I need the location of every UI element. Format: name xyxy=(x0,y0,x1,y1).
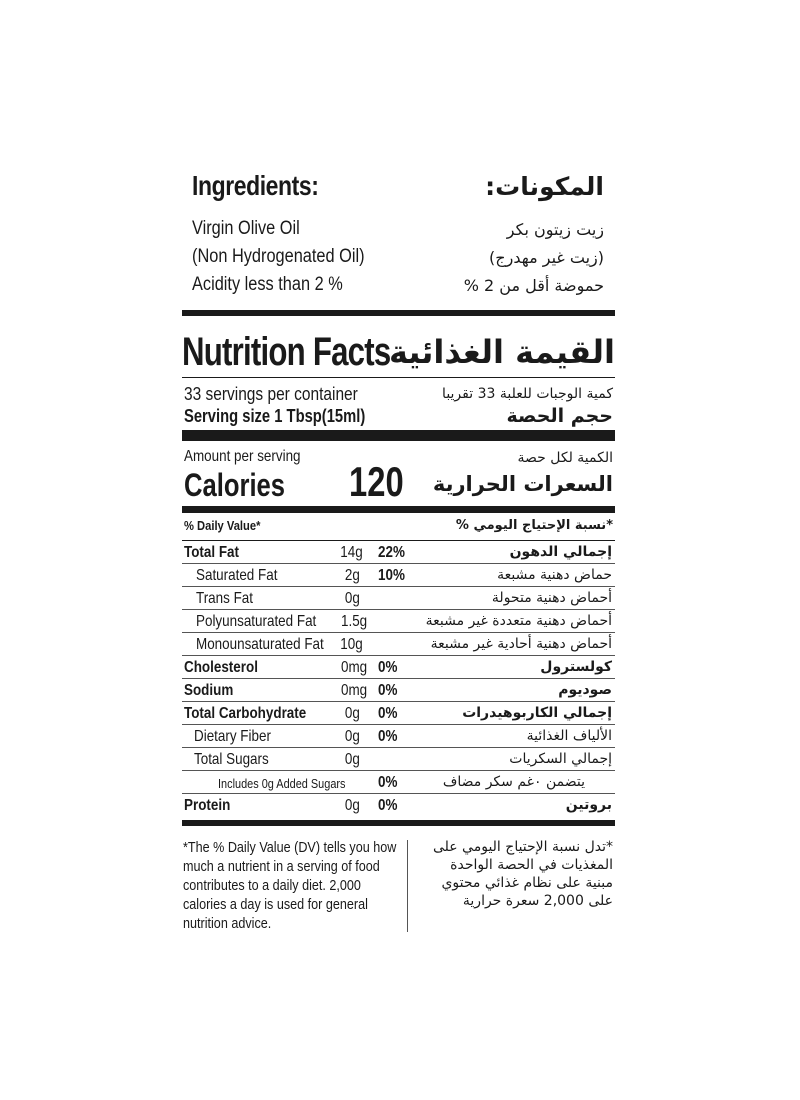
nutrient-name: Saturated Fat xyxy=(196,567,278,584)
nutrient-daily-value: 0% xyxy=(378,705,398,722)
nutrient-name: Protein xyxy=(184,797,231,814)
nutrient-amount: 0g xyxy=(345,751,360,768)
footnote-divider xyxy=(407,840,408,932)
nutrient-row-total-fat xyxy=(182,542,615,564)
ingredient-line-en: Virgin Olive Oil xyxy=(192,218,300,239)
ingredients-title-en: Ingredients: xyxy=(192,170,319,201)
nutrient-name-ar: إجمالي الدهون xyxy=(509,544,612,560)
ingredient-line-en: Acidity less than 2 % xyxy=(192,274,343,295)
nutrient-row-sodium xyxy=(182,680,615,702)
ingredient-line-ar: (زيت غير مهدرج) xyxy=(489,248,604,267)
divider-thick xyxy=(182,310,615,316)
nutrient-name-ar: إجمالي الكاربوهيدرات xyxy=(462,705,612,721)
nutrient-name: Cholesterol xyxy=(184,659,258,676)
nutrient-row-polyunsaturated-fat xyxy=(182,611,615,633)
divider-thin xyxy=(182,540,615,541)
nutrient-name-ar: صوديوم xyxy=(558,682,612,698)
ingredients-title-ar: المكونات: xyxy=(485,172,604,201)
nutrient-row-total-sugars xyxy=(182,749,615,771)
nutrient-name: Dietary Fiber xyxy=(194,728,271,745)
nutrient-name-ar: أحماض دهنية أحادية غير مشبعة xyxy=(430,636,612,652)
nutrient-name: Trans Fat xyxy=(196,590,254,607)
nutrient-amount: 10g xyxy=(340,636,363,653)
nutrient-name-ar: أحماض دهنية متعددة غير مشبعة xyxy=(425,613,612,629)
nutrition-title-en: Nutrition Facts xyxy=(182,330,391,374)
nutrient-row-dietary-fiber xyxy=(182,726,615,748)
nutrient-row-cholesterol xyxy=(182,657,615,679)
ingredient-line-ar: حموضة أقل من 2 % xyxy=(463,276,604,295)
divider-thin xyxy=(182,377,615,378)
nutrition-title-ar: القيمة الغذائية xyxy=(388,333,615,371)
nutrient-name: Total Fat xyxy=(184,544,240,561)
divider-thick xyxy=(182,820,615,826)
nutrient-daily-value: 22% xyxy=(378,544,405,561)
nutrient-daily-value: 0% xyxy=(378,797,398,814)
nutrient-name-ar: كولسترول xyxy=(540,659,612,675)
nutrient-name-ar: أحماض دهنية متحولة xyxy=(491,590,612,606)
nutrient-name: Monounsaturated Fat xyxy=(196,636,324,653)
calories-value: 120 xyxy=(349,458,404,505)
nutrient-amount: 0mg xyxy=(340,682,368,699)
amount-per-serving-en: Amount per serving xyxy=(184,448,301,465)
nutrient-amount: 0g xyxy=(345,728,360,745)
nutrient-name: Includes 0g Added Sugars xyxy=(218,776,346,791)
nutrient-name-ar: إجمالي السكريات xyxy=(509,751,612,767)
nutrient-amount: 0g xyxy=(345,797,360,814)
nutrient-daily-value: 0% xyxy=(378,728,398,745)
nutrient-amount: 2g xyxy=(345,567,360,584)
nutrient-daily-value: 10% xyxy=(378,567,405,584)
nutrient-amount: 0g xyxy=(345,590,360,607)
footnote-en: *The % Daily Value (DV) tells you how much a nutrient in a serving of food contributes to a daily diet. 2,000 calories a day is used for general nutrition advice. xyxy=(183,839,397,932)
nutrient-name: Total Sugars xyxy=(194,751,269,768)
nutrient-name-ar: بروتين xyxy=(565,797,612,813)
nutrient-name: Total Carbohydrate xyxy=(184,705,307,722)
nutrient-name-ar: حماض دهنية مشبعة xyxy=(497,567,612,583)
nutrient-amount: 14g xyxy=(340,544,363,561)
servings-per-container-ar: كمية الوجبات للعلبة 33 تقريبا xyxy=(442,386,613,402)
calories-label-en: Calories xyxy=(184,467,286,503)
nutrient-amount: 0mg xyxy=(340,659,368,676)
nutrient-row-added-sugars xyxy=(182,772,615,794)
divider-medium xyxy=(182,506,615,513)
nutrient-name-ar: يتضمن ٠غم سكر مضاف xyxy=(442,774,585,790)
nutrient-name: Polyunsaturated Fat xyxy=(196,613,317,630)
nutrient-row-protein xyxy=(182,795,615,817)
daily-value-header-ar: *نسبة الإحتياج اليومي % xyxy=(455,518,613,533)
servings-per-container-en: 33 servings per container xyxy=(184,384,358,404)
calories-label-ar: السعرات الحرارية xyxy=(432,472,613,496)
nutrient-row-saturated-fat xyxy=(182,565,615,587)
serving-size-ar: حجم الحصة xyxy=(506,405,613,427)
ingredient-line-ar: زيت زيتون بكر xyxy=(506,220,604,239)
footnote-ar: *تدل نسبة الإحتياج اليومي على المغذيات في الحصة الواحدة مبنية على نظام غذائي محتوي على 2,000 سعرة حرارية xyxy=(432,839,613,909)
nutrient-amount: 1.5g xyxy=(340,613,368,630)
daily-value-header-en: % Daily Value* xyxy=(184,518,261,533)
amount-per-serving-ar: الكمية لكل حصة xyxy=(517,450,613,466)
nutrient-row-total-carbohydrate xyxy=(182,703,615,725)
nutrient-row-trans-fat xyxy=(182,588,615,610)
nutrient-name: Sodium xyxy=(184,682,234,699)
nutrient-row-monounsaturated-fat xyxy=(182,634,615,656)
divider-heavy xyxy=(182,430,615,441)
serving-size-en: Serving size 1 Tbsp(15ml) xyxy=(184,406,366,426)
nutrient-amount xyxy=(336,774,360,792)
nutrient-name-ar: الألياف الغذائية xyxy=(526,728,612,744)
ingredient-line-en: (Non Hydrogenated Oil) xyxy=(192,246,365,267)
nutrient-amount: 0g xyxy=(345,705,360,722)
nutrient-daily-value: 0% xyxy=(378,682,398,699)
nutrient-daily-value: 0% xyxy=(378,774,398,791)
nutrient-daily-value: 0% xyxy=(378,659,398,676)
